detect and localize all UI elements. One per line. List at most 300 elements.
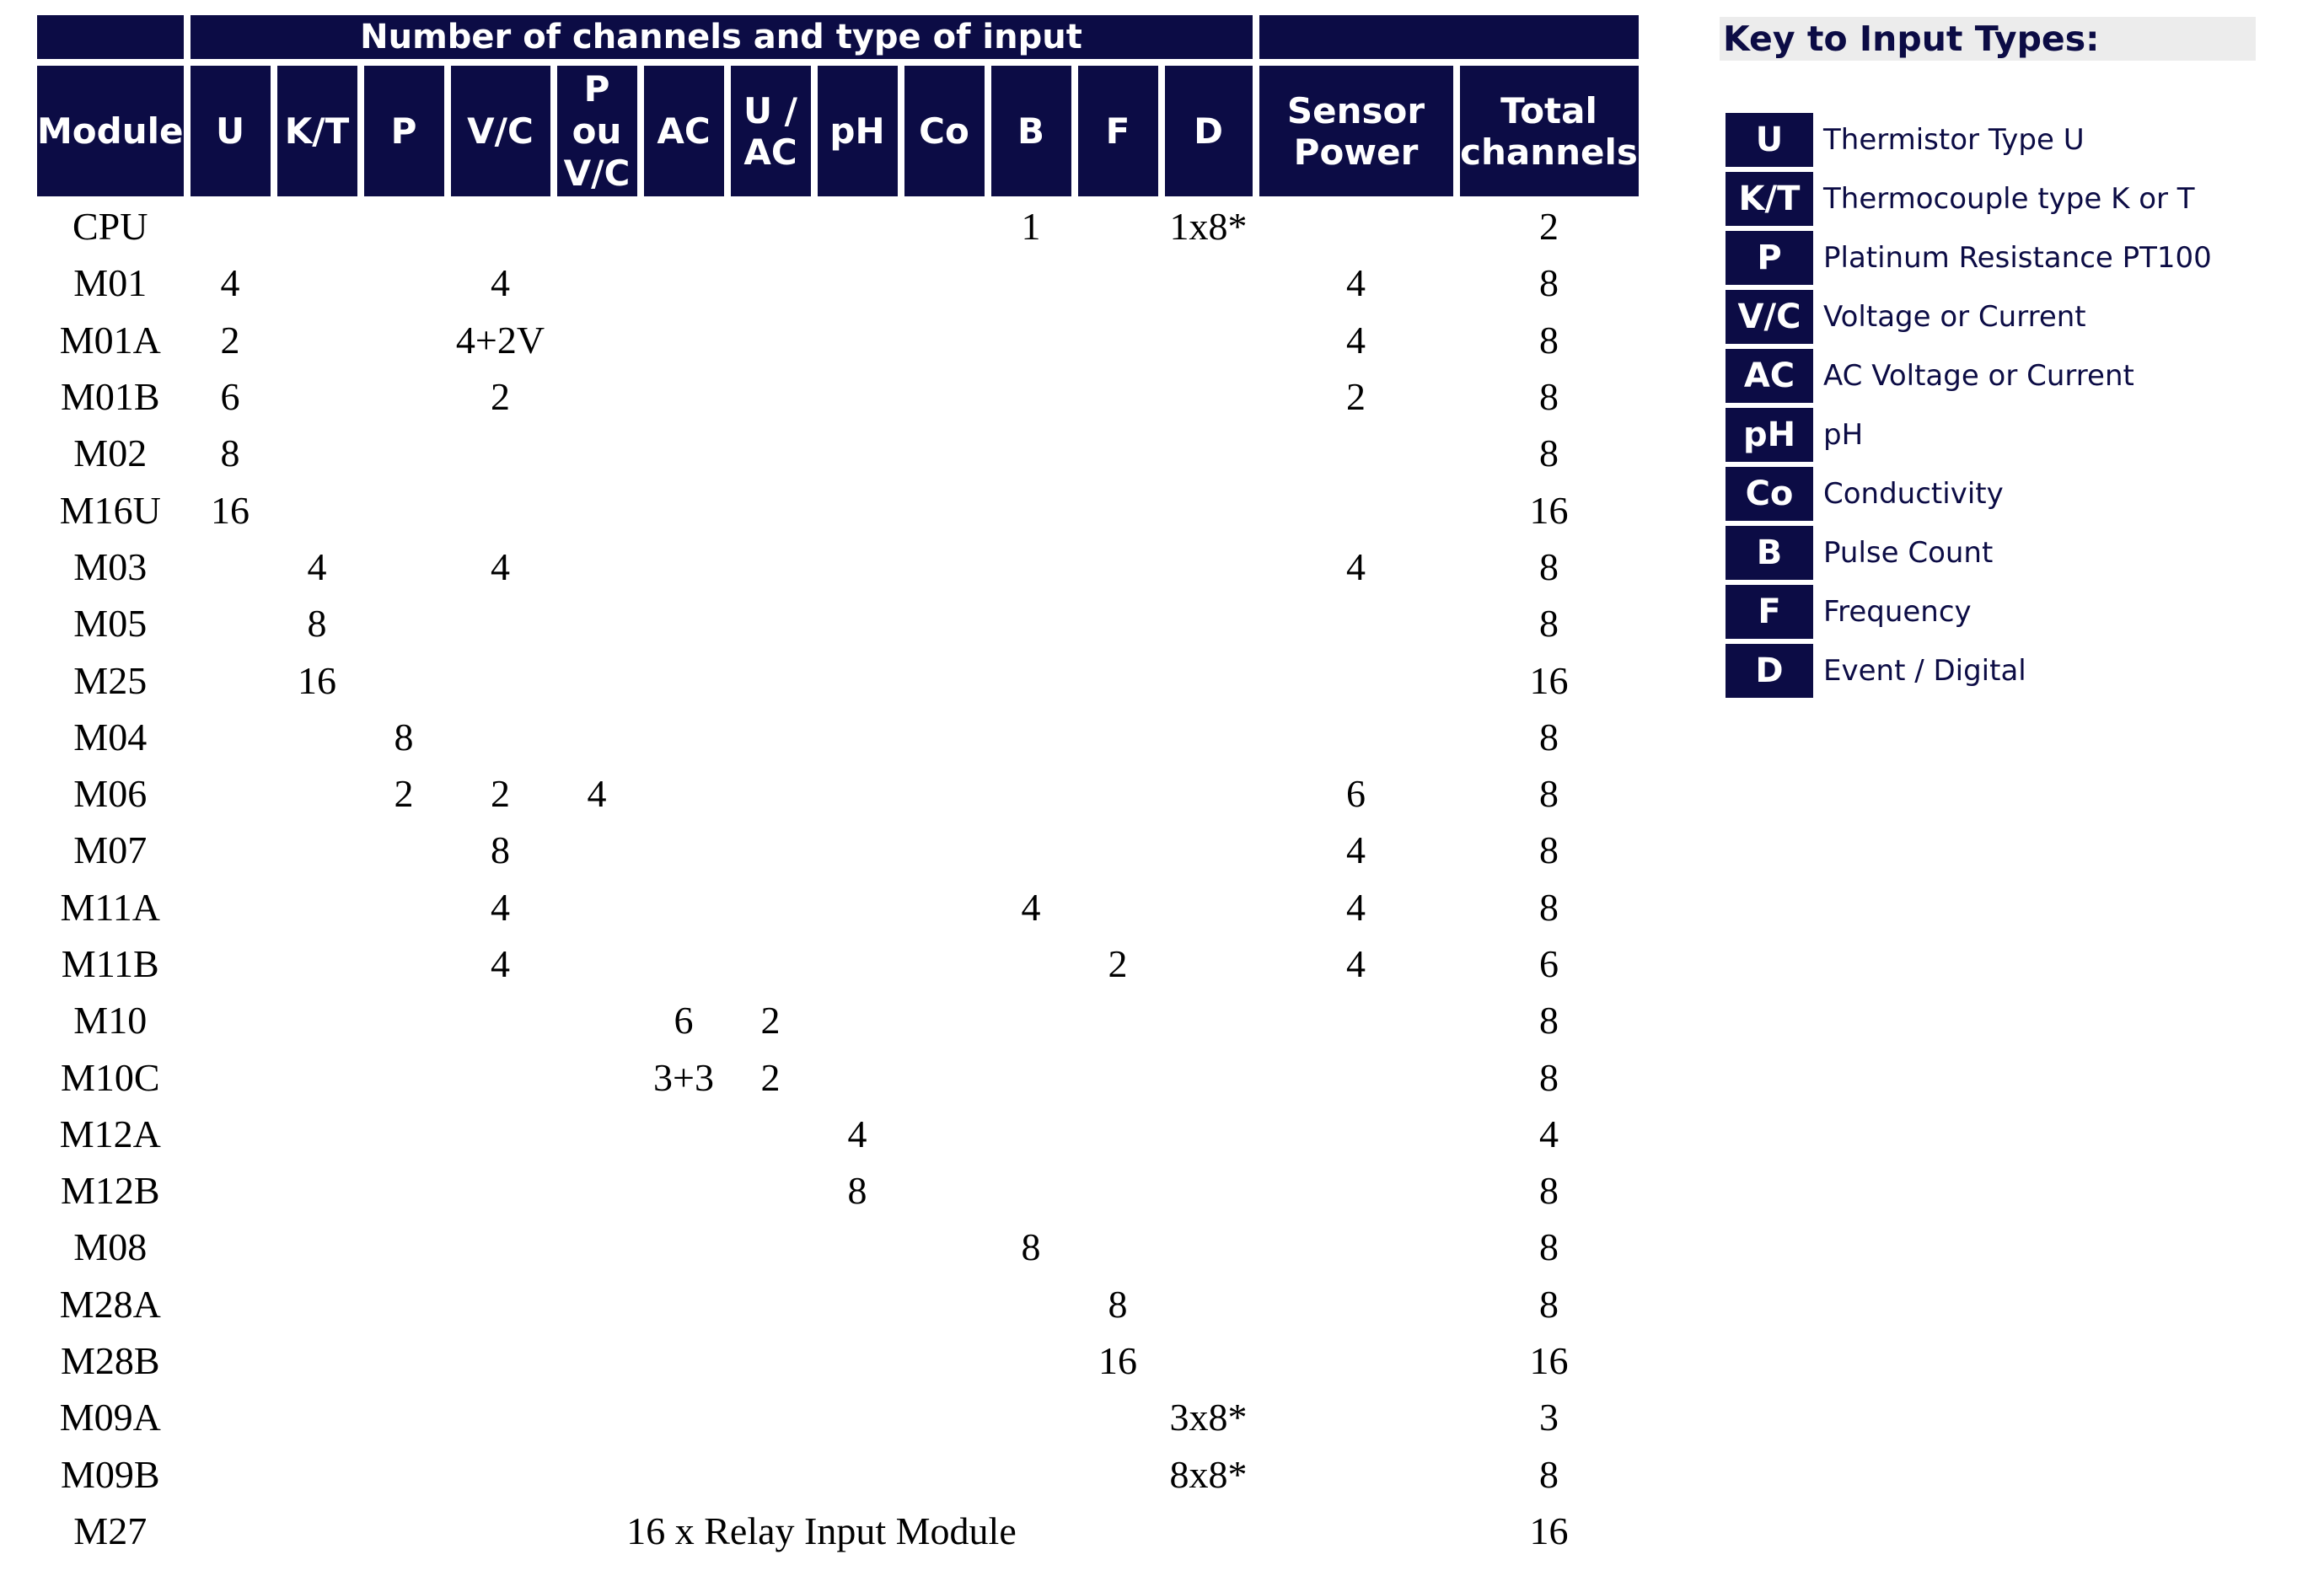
total-cell: 8 <box>1539 1225 1559 1269</box>
channel-cell <box>644 312 724 368</box>
channel-cell <box>557 196 637 255</box>
table-row <box>37 709 1639 765</box>
key-item <box>1726 113 2212 167</box>
channel-cell <box>1165 425 1253 481</box>
key-item <box>1726 172 2212 226</box>
channel-cell <box>364 1446 444 1503</box>
channel-cell <box>557 368 637 425</box>
channel-cell <box>644 1389 724 1445</box>
channel-cell <box>644 879 724 935</box>
table-row <box>37 1276 1639 1332</box>
channel-cell <box>818 368 898 425</box>
channel-cell: 4 <box>1021 885 1041 929</box>
channel-cell <box>731 935 811 992</box>
channel-cell <box>991 1332 1071 1389</box>
channel-cell <box>644 1219 724 1275</box>
channel-cell <box>277 709 357 765</box>
channel-cell <box>557 709 637 765</box>
channel-cell <box>731 1446 811 1503</box>
channel-cell <box>1165 1048 1253 1105</box>
sensor-power-cell: 4 <box>1346 544 1366 588</box>
channel-cell <box>1165 481 1253 538</box>
channel-cell <box>818 879 898 935</box>
channel-cell <box>1078 822 1158 878</box>
channel-cell <box>557 539 637 595</box>
channel-cell <box>277 822 357 878</box>
channel-cell <box>904 765 985 822</box>
channel-cell <box>191 1389 271 1445</box>
channel-cell: 2 <box>220 318 240 362</box>
channel-cell <box>451 481 550 538</box>
sensor-power-cell <box>1259 651 1453 708</box>
channel-cell <box>364 992 444 1048</box>
channel-cell <box>1078 1048 1158 1105</box>
channel-cell <box>364 255 444 311</box>
sensor-power-cell <box>1259 992 1453 1048</box>
channel-cell <box>991 992 1071 1048</box>
channel-cell <box>191 992 271 1048</box>
channel-cell <box>364 1389 444 1445</box>
table-row <box>37 1219 1639 1275</box>
channel-cell <box>277 312 357 368</box>
channel-cell <box>191 765 271 822</box>
total-cell: 16 <box>1529 1339 1569 1383</box>
channel-cell <box>818 1048 898 1105</box>
total-cell: 8 <box>1539 1282 1559 1326</box>
channel-cell <box>731 1162 811 1219</box>
module-cell: M25 <box>73 658 148 702</box>
column-header: K/T <box>277 66 357 196</box>
channel-cell <box>1165 1219 1253 1275</box>
channel-cell <box>904 312 985 368</box>
key-item <box>1726 526 2212 580</box>
channel-cell <box>818 992 898 1048</box>
channel-cell <box>557 595 637 651</box>
channel-cell <box>991 368 1071 425</box>
total-cell: 8 <box>1539 828 1559 872</box>
column-header: V/C <box>451 66 550 196</box>
channel-cell: 4+2V <box>455 318 545 362</box>
key-title: Key to Input Types: <box>1720 17 2256 61</box>
channel-cell <box>731 196 811 255</box>
channel-cell <box>277 1219 357 1275</box>
channel-cell <box>557 1219 637 1275</box>
channel-cell <box>991 822 1071 878</box>
table-row <box>37 651 1639 708</box>
channel-cell <box>644 595 724 651</box>
channel-cell: 16 <box>1098 1339 1137 1383</box>
channel-cell <box>991 1446 1071 1503</box>
channel-cell <box>364 822 444 878</box>
channel-cell <box>1078 709 1158 765</box>
table-header <box>37 15 1639 196</box>
channel-cell <box>904 1162 985 1219</box>
channel-cell <box>277 196 357 255</box>
module-cell: M01 <box>73 261 148 305</box>
channel-cell <box>451 1332 550 1389</box>
sensor-power-cell: 6 <box>1346 772 1366 816</box>
channel-cell <box>1078 992 1158 1048</box>
channel-cell <box>904 1276 985 1332</box>
key-item <box>1726 585 2212 639</box>
module-cell: M03 <box>73 544 148 588</box>
channel-cell <box>191 1048 271 1105</box>
table-row <box>37 196 1639 255</box>
table-row <box>37 1389 1639 1445</box>
channel-cell <box>818 765 898 822</box>
channel-cell <box>904 196 985 255</box>
column-header: B <box>991 66 1071 196</box>
table-row <box>37 481 1639 538</box>
table-row <box>37 765 1639 822</box>
channel-cell <box>731 1276 811 1332</box>
channel-cell <box>191 651 271 708</box>
channel-cell <box>904 1332 985 1389</box>
channel-cell <box>904 935 985 992</box>
channel-cell <box>1078 1389 1158 1445</box>
channel-cell <box>277 1389 357 1445</box>
channel-cell <box>991 255 1071 311</box>
channel-cell <box>904 255 985 311</box>
module-cell: M16U <box>59 488 161 532</box>
channel-cell <box>1165 255 1253 311</box>
module-cell: M09B <box>60 1452 160 1496</box>
channel-cell <box>644 1446 724 1503</box>
channel-cell <box>451 709 550 765</box>
channel-cell <box>451 1389 550 1445</box>
total-cell: 2 <box>1539 205 1559 249</box>
table-row <box>37 425 1639 481</box>
channel-cell <box>1078 368 1158 425</box>
channel-cell <box>277 1276 357 1332</box>
channel-cell <box>644 481 724 538</box>
channel-cell <box>277 1162 357 1219</box>
channel-cell <box>277 879 357 935</box>
key-description: Thermistor Type U <box>1823 123 2085 157</box>
channel-cell <box>364 1048 444 1105</box>
channel-cell <box>1165 935 1253 992</box>
channel-cell <box>277 935 357 992</box>
channel-cell <box>731 1219 811 1275</box>
channel-cell <box>904 822 985 878</box>
sensor-power-cell <box>1259 1219 1453 1275</box>
channel-cell <box>991 1276 1071 1332</box>
key-code-badge: U <box>1726 113 1813 167</box>
channel-cell <box>1078 1219 1158 1275</box>
channel-cell <box>557 879 637 935</box>
channel-cell <box>1078 651 1158 708</box>
channel-cell: 8 <box>394 715 414 758</box>
channel-cell <box>904 1446 985 1503</box>
channel-cell <box>731 879 811 935</box>
total-cell: 4 <box>1539 1112 1559 1155</box>
module-cell: M06 <box>73 772 148 816</box>
channel-cell: 2 <box>491 375 510 419</box>
channel-cell <box>644 1276 724 1332</box>
channel-cell <box>557 255 637 311</box>
total-cell: 8 <box>1539 318 1559 362</box>
channel-cell <box>1078 255 1158 311</box>
channel-cell <box>644 709 724 765</box>
channel-cell <box>191 935 271 992</box>
channel-cell: 4 <box>491 544 510 588</box>
total-cell: 8 <box>1539 885 1559 929</box>
key-code-badge: D <box>1726 644 1813 698</box>
channel-cell <box>904 1106 985 1162</box>
channel-cell <box>364 879 444 935</box>
channel-cell: 3x8* <box>1169 1396 1248 1439</box>
channel-cell <box>904 992 985 1048</box>
channel-cell <box>904 1389 985 1445</box>
channel-cell <box>364 935 444 992</box>
channel-cell: 2 <box>1108 942 1128 985</box>
channel-cell <box>818 196 898 255</box>
sensor-power-cell <box>1259 481 1453 538</box>
module-cell: M04 <box>73 715 148 758</box>
column-header-row <box>37 66 1639 196</box>
channel-cell: 4 <box>491 942 510 985</box>
key-code-badge: K/T <box>1726 172 1813 226</box>
channel-cell <box>818 822 898 878</box>
channel-cell <box>1165 709 1253 765</box>
channel-cell <box>1078 879 1158 935</box>
channel-cell <box>904 651 985 708</box>
key-description: Thermocouple type K or T <box>1823 182 2195 216</box>
channel-cell <box>991 595 1071 651</box>
channel-cell <box>731 1389 811 1445</box>
channel-cell: 2 <box>760 1055 781 1099</box>
channel-cell: 6 <box>674 999 694 1043</box>
sensor-power-cell <box>1259 196 1453 255</box>
table-body <box>37 196 1639 1559</box>
column-header: D <box>1165 66 1253 196</box>
column-header: Total channels <box>1460 66 1639 196</box>
channel-cell <box>904 1048 985 1105</box>
channel-cell <box>991 481 1071 538</box>
total-cell: 8 <box>1539 432 1559 475</box>
channel-cell <box>731 368 811 425</box>
key-code-badge: P <box>1726 231 1813 285</box>
channel-cell <box>364 368 444 425</box>
key-code-badge: B <box>1726 526 1813 580</box>
channel-cell: 16 <box>298 658 336 702</box>
channel-cell: 1 <box>1021 205 1041 249</box>
sensor-power-cell <box>1259 1389 1453 1445</box>
key-item <box>1726 467 2212 521</box>
channel-cell <box>818 1389 898 1445</box>
total-cell: 8 <box>1539 1055 1559 1099</box>
module-cell: M10 <box>73 999 148 1043</box>
column-header: U / AC <box>731 66 811 196</box>
key-code-badge: F <box>1726 585 1813 639</box>
channel-cell: 8 <box>847 1169 867 1213</box>
key-item <box>1726 290 2212 344</box>
channel-cell <box>904 425 985 481</box>
channel-cell <box>644 255 724 311</box>
channel-cell <box>277 1446 357 1503</box>
channel-cell <box>991 539 1071 595</box>
channel-cell <box>191 1106 271 1162</box>
channel-cell <box>1165 822 1253 878</box>
channel-cell <box>818 1332 898 1389</box>
channel-cell <box>818 1276 898 1332</box>
channel-cell <box>191 1276 271 1332</box>
channel-cell <box>451 1219 550 1275</box>
channel-cell <box>1078 481 1158 538</box>
channel-cell <box>818 539 898 595</box>
channel-cell <box>557 1276 637 1332</box>
column-header: U <box>191 66 271 196</box>
module-cell: M27 <box>73 1509 148 1552</box>
header-blank-left <box>37 15 184 59</box>
channel-cell <box>731 822 811 878</box>
channel-cell <box>364 196 444 255</box>
key-description: AC Voltage or Current <box>1823 359 2134 393</box>
module-cell: M11A <box>60 885 160 929</box>
channel-cell <box>644 935 724 992</box>
channel-cell <box>1165 595 1253 651</box>
table-row <box>37 935 1639 992</box>
module-cell: M28A <box>59 1282 161 1326</box>
channel-cell <box>451 1162 550 1219</box>
channel-cell <box>731 709 811 765</box>
channel-cell <box>644 1332 724 1389</box>
channel-cell: 16 <box>211 488 250 532</box>
group-header: Number of channels and type of input <box>191 15 1253 59</box>
total-cell: 8 <box>1539 1452 1559 1496</box>
channel-cell <box>557 935 637 992</box>
module-cell: M28B <box>60 1339 160 1383</box>
channel-cell <box>1078 312 1158 368</box>
channel-cell: 2 <box>491 772 510 816</box>
channel-cell <box>731 425 811 481</box>
sensor-power-cell: 4 <box>1346 261 1366 305</box>
channel-cell <box>818 312 898 368</box>
key-description: Event / Digital <box>1823 654 2026 688</box>
channel-cell <box>451 651 550 708</box>
channel-cell <box>644 425 724 481</box>
column-header: P ou V/C <box>557 66 637 196</box>
channel-cell <box>731 481 811 538</box>
module-cell: M12A <box>59 1112 161 1155</box>
channel-cell <box>557 425 637 481</box>
channel-cell: 4 <box>847 1112 867 1155</box>
channel-cell <box>1165 992 1253 1048</box>
table-row <box>37 992 1639 1048</box>
table-row <box>37 1332 1639 1389</box>
key-description: Frequency <box>1823 595 1972 629</box>
sensor-power-cell <box>1259 1162 1453 1219</box>
channel-cell: 8x8* <box>1169 1452 1248 1496</box>
column-header: P <box>364 66 444 196</box>
channel-cell <box>1078 425 1158 481</box>
channel-cell <box>451 1106 550 1162</box>
key-item <box>1726 231 2212 285</box>
channel-cell <box>1078 196 1158 255</box>
table-row <box>37 255 1639 311</box>
channel-cell <box>818 255 898 311</box>
channel-cell <box>557 1162 637 1219</box>
channel-cell <box>1165 312 1253 368</box>
total-cell: 8 <box>1539 1169 1559 1213</box>
channel-cell <box>1165 1106 1253 1162</box>
channel-cell: 4 <box>307 544 327 588</box>
channel-cell <box>1165 1332 1253 1389</box>
channel-cell <box>557 1332 637 1389</box>
channel-cell: 4 <box>587 772 607 816</box>
channel-cell: 4 <box>491 261 510 305</box>
column-header: pH <box>818 66 898 196</box>
channel-cell <box>364 539 444 595</box>
channel-cell <box>277 368 357 425</box>
module-cell: M12B <box>60 1169 160 1213</box>
key-code-badge: V/C <box>1726 290 1813 344</box>
channel-cell <box>1165 1162 1253 1219</box>
module-cell: M09A <box>59 1396 161 1439</box>
channel-cell <box>451 1276 550 1332</box>
channel-cell <box>277 481 357 538</box>
total-cell: 16 <box>1529 1509 1569 1552</box>
module-cell: M02 <box>73 432 148 475</box>
channel-cell: 3+3 <box>653 1055 714 1099</box>
channel-cell <box>644 368 724 425</box>
channel-cell <box>191 1332 271 1389</box>
channel-cell <box>644 822 724 878</box>
channel-cell <box>644 196 724 255</box>
channel-cell <box>364 1332 444 1389</box>
channel-cell <box>277 255 357 311</box>
channel-cell <box>1078 595 1158 651</box>
channel-cell <box>991 312 1071 368</box>
channel-cell <box>1078 539 1158 595</box>
channel-cell <box>557 651 637 708</box>
channel-cell <box>1165 879 1253 935</box>
channel-cell: 2 <box>760 999 781 1043</box>
channel-cell <box>364 312 444 368</box>
channel-cell <box>451 595 550 651</box>
channel-cell <box>191 1162 271 1219</box>
channel-cell <box>364 481 444 538</box>
total-cell: 8 <box>1539 261 1559 305</box>
table-row <box>37 1048 1639 1105</box>
channel-cell: 8 <box>1108 1282 1128 1326</box>
key-code-badge: pH <box>1726 408 1813 462</box>
channel-cell <box>1078 1446 1158 1503</box>
column-header: Module <box>37 66 184 196</box>
key-item <box>1726 349 2212 403</box>
channel-cell <box>1165 1276 1253 1332</box>
module-cell: M10C <box>60 1055 160 1099</box>
module-cell: M11B <box>61 942 159 985</box>
channel-cell <box>1165 651 1253 708</box>
sensor-power-cell <box>1259 425 1453 481</box>
key-code-badge: AC <box>1726 349 1813 403</box>
module-cell: M01A <box>59 318 161 362</box>
sensor-power-cell: 2 <box>1346 375 1366 419</box>
table-row <box>37 1446 1639 1503</box>
channel-cell <box>277 1048 357 1105</box>
channel-cell <box>191 822 271 878</box>
table-row <box>37 539 1639 595</box>
channel-cell <box>991 765 1071 822</box>
channel-cell <box>1165 765 1253 822</box>
channel-cell <box>991 651 1071 708</box>
channel-cell: 8 <box>307 602 327 646</box>
channel-cell <box>904 368 985 425</box>
channel-cell <box>818 595 898 651</box>
channel-cell <box>1165 539 1253 595</box>
channel-cell <box>991 1162 1071 1219</box>
